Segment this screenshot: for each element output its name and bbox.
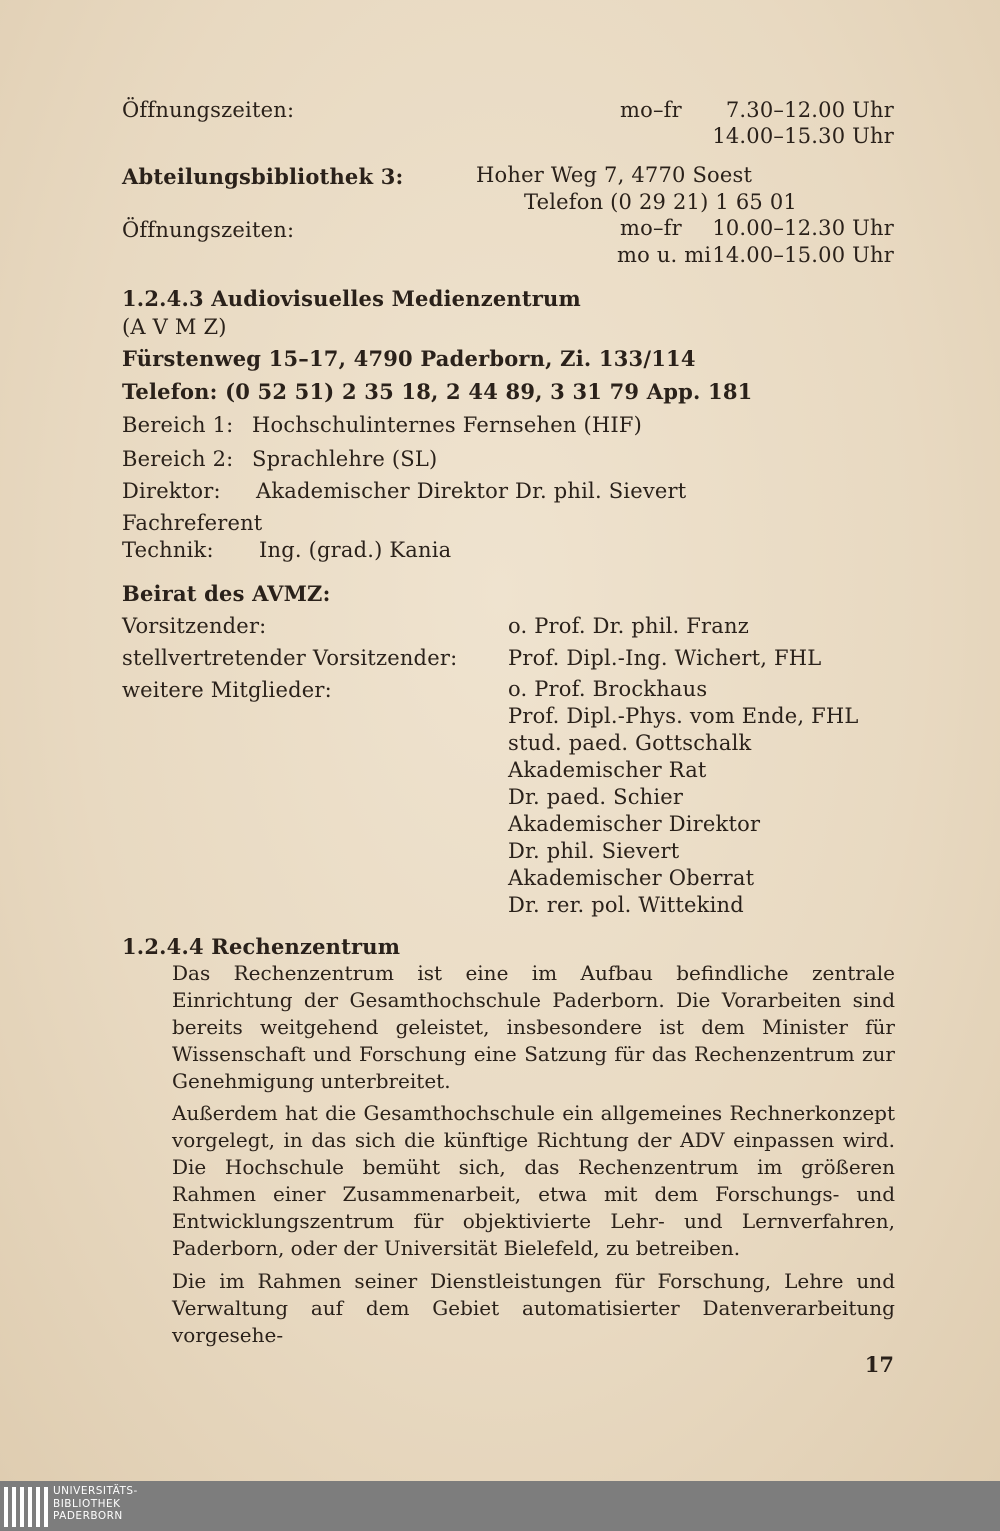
- member-item: stud. paed. Gottschalk: [508, 731, 752, 755]
- branch-hours-label: Öffnungszeiten:: [122, 218, 295, 242]
- paragraph-3: Die im Rahmen seiner Dienstleistungen für Forschung, Lehre und Verwaltung auf dem Gebiet automatisierter Datenverarbeitung vorgesehe-: [172, 1269, 895, 1347]
- page-number: 17: [864, 1352, 894, 1377]
- branch-library-address: Hoher Weg 7, 4770 Soest: [476, 163, 753, 187]
- deputy-label: stellvertretender Vorsitzender:: [122, 646, 458, 670]
- opening-hours-label: Öffnungszeiten:: [122, 98, 295, 122]
- member-item: o. Prof. Brockhaus: [508, 677, 708, 701]
- avmz-row-label: Direktor:: [122, 479, 221, 503]
- member-item: Dr. phil. Sievert: [508, 839, 680, 863]
- avmz-address: Fürstenweg 15–17, 4790 Paderborn, Zi. 133/114: [122, 346, 696, 371]
- avmz-row-label: Bereich 1:: [122, 413, 234, 437]
- member-item: Akademischer Direktor: [508, 812, 761, 836]
- fachreferent-label: Fachreferent: [122, 511, 263, 535]
- logo-line: BIBLIOTHEK: [53, 1497, 121, 1510]
- avmz-row-value: Hochschulinternes Fernsehen (HIF): [252, 413, 643, 437]
- paragraph-2: Außerdem hat die Gesamthochschule ein allgemeines Rechnerkonzept vorgelegt, in das sich die künftige Richtung der ADV einpassen wird. Die Hochschule bemüht sich, das Rechenzentrum im größeren Rahmen einer Zusammenarbeit, etwa mit dem Forschungs- und Entwicklungszentrum für objektivierte Lehr- und Lernverfahren, Paderborn, oder der Universität Bielefeld, zu betreiben.: [172, 1101, 895, 1260]
- avmz-row-label: Bereich 2:: [122, 447, 234, 471]
- chair-name: o. Prof. Dr. phil. Franz: [508, 614, 749, 638]
- avmz-heading: 1.2.4.3 Audiovisuelles Medienzentrum: [122, 286, 581, 311]
- branch-time-1: 10.00–12.30 Uhr: [712, 216, 894, 240]
- member-item: Akademischer Rat: [508, 758, 707, 782]
- opening-days: mo–fr: [620, 98, 682, 122]
- members-label: weitere Mitglieder:: [122, 678, 332, 702]
- branch-time-2: 14.00–15.00 Uhr: [712, 243, 894, 267]
- member-item: Akademischer Oberrat: [508, 866, 755, 890]
- technik-value: Ing. (grad.) Kania: [259, 538, 452, 562]
- opening-time-2: 14.00–15.30 Uhr: [712, 124, 894, 148]
- member-item: Dr. paed. Schier: [508, 785, 684, 809]
- library-logo-icon: [4, 1487, 48, 1527]
- member-item: Dr. rer. pol. Wittekind: [508, 893, 744, 917]
- avmz-row-value: Sprachlehre (SL): [252, 447, 438, 471]
- chair-label: Vorsitzender:: [122, 614, 267, 638]
- technik-label: Technik:: [122, 538, 214, 562]
- branch-days-2: mo u. mi: [617, 243, 712, 267]
- branch-library-label: Abteilungsbibliothek 3:: [122, 164, 404, 189]
- avmz-abbrev: (A V M Z): [122, 315, 227, 339]
- logo-line: UNIVERSITÄTS-: [53, 1485, 138, 1497]
- rechenzentrum-heading: 1.2.4.4 Rechenzentrum: [122, 934, 401, 959]
- branch-days-1: mo–fr: [620, 216, 682, 240]
- paragraph-1: Das Rechenzentrum ist eine im Aufbau befindliche zentrale Einrichtung der Gesamthochschule Paderborn. Die Vorarbeiten sind bereits weitgehend geleistet, insbesondere ist dem Minister für Wissenschaft und Forschung eine Satzung für das Rechenzentrum zur Genehmigung unterbreitet.: [172, 961, 895, 1093]
- library-footer-banner: [0, 1481, 1000, 1531]
- beirat-heading: Beirat des AVMZ:: [122, 581, 331, 606]
- avmz-phone: Telefon: (0 52 51) 2 35 18, 2 44 89, 3 31 79 App. 181: [122, 379, 753, 404]
- avmz-row-value: Akademischer Direktor Dr. phil. Sievert: [256, 479, 687, 503]
- member-item: Prof. Dipl.-Phys. vom Ende, FHL: [508, 704, 859, 728]
- opening-time-1: 7.30–12.00 Uhr: [725, 98, 894, 122]
- logo-line: PADERBORN: [53, 1510, 123, 1522]
- branch-library-phone: Telefon (0 29 21) 1 65 01: [524, 190, 797, 214]
- deputy-name: Prof. Dipl.-Ing. Wichert, FHL: [508, 646, 822, 670]
- library-logo-text: [53, 1485, 138, 1523]
